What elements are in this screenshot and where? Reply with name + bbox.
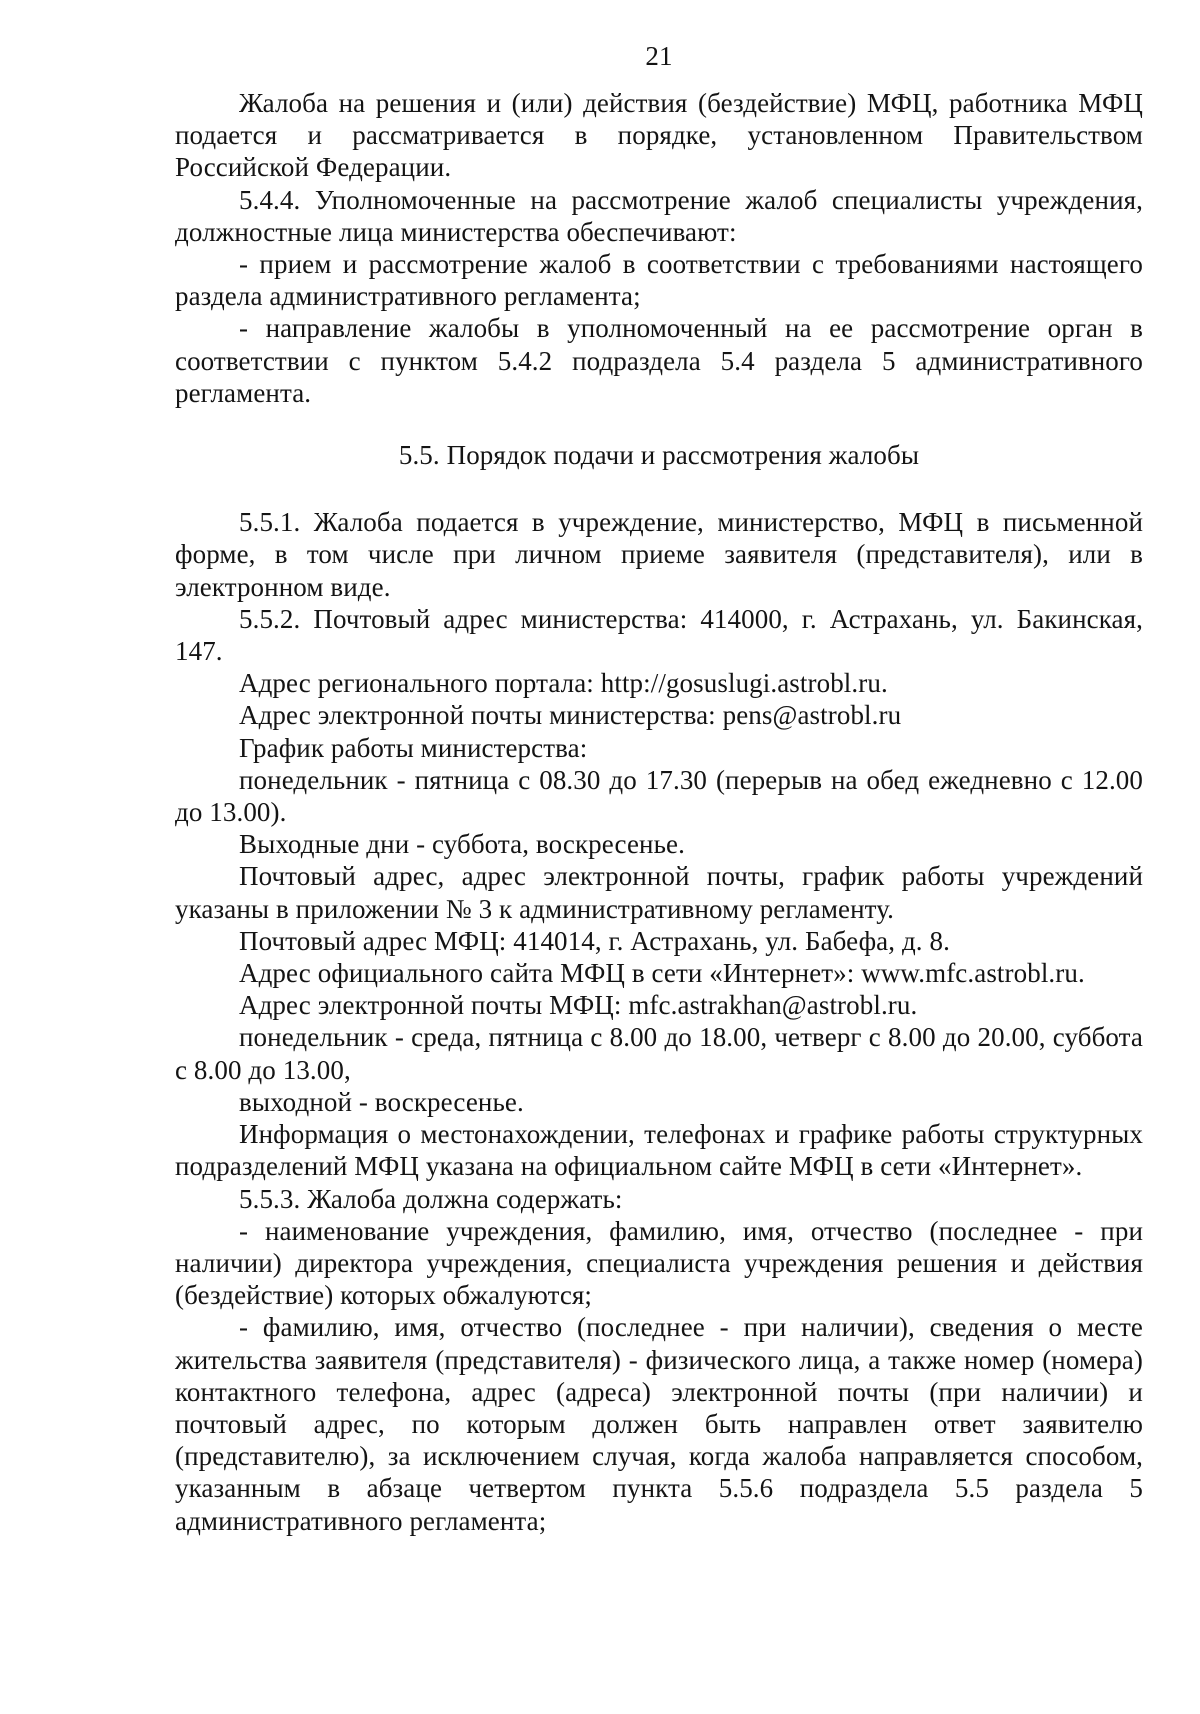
paragraph: Почтовый адрес МФЦ: 414014, г. Астрахань, ул. Бабефа, д. 8. <box>239 925 950 956</box>
paragraph: Жалоба на решения и (или) действия (бездействие) МФЦ, работника МФЦ подается и рассматривается в порядке, установленном Правительством Российской Федерации. <box>175 88 1143 183</box>
paragraph: - наименование учреждения, фамилию, имя, отчество (последнее - при наличии) директора учреждения, специалиста учреждения решения и действия (бездействие) которых обжалуются; <box>175 1215 1143 1311</box>
paragraph: - направление жалобы в уполномоченный на ее рассмотрение орган в соответствии с пунктом 5.4.2 подраздела 5.4 раздела 5 административного регламента. <box>175 313 1143 408</box>
paragraph: 5.5.3. Жалоба должна содержать: <box>239 1183 623 1214</box>
bottom-text-block <box>175 506 1143 1537</box>
paragraph: Адрес официального сайта МФЦ в сети «Интернет»: www.mfc.astrobl.ru. <box>239 958 1085 989</box>
paragraph: Информация о местонахождении, телефонах и графике работы структурных подразделений МФЦ указана на официальном сайте МФЦ в сети «Интернет». <box>175 1119 1143 1182</box>
top-text-block <box>175 87 1143 409</box>
paragraph: понедельник - пятница с 08.30 до 17.30 (перерыв на обед ежедневно с 12.00 до 13.00). <box>175 764 1143 828</box>
paragraph: 5.5.2. Почтовый адрес министерства: 414000, г. Астрахань, ул. Бакинская, 147. <box>175 603 1143 667</box>
paragraph: Адрес электронной почты МФЦ: mfc.astrakhan@astrobl.ru. <box>239 990 918 1021</box>
paragraph: Адрес электронной почты министерства: pens@astrobl.ru <box>239 700 902 731</box>
paragraph: выходной - воскресенье. <box>239 1086 524 1117</box>
document-page <box>175 40 1143 1537</box>
paragraph: 5.5.1. Жалоба подается в учреждение, министерство, МФЦ в письменной форме, в том числе при личном приеме заявителя (представителя), или в электронном виде. <box>175 507 1143 602</box>
paragraph: Адрес регионального портала: http://gosuslugi.astrobl.ru. <box>239 668 888 699</box>
paragraph: Выходные дни - суббота, воскресенье. <box>239 829 685 860</box>
paragraph: 5.4.4. Уполномоченные на рассмотрение жалоб специалисты учреждения, должностные лица министерства обеспечивают: <box>175 184 1143 247</box>
paragraph: График работы министерства: <box>239 732 588 763</box>
paragraph: - прием и рассмотрение жалоб в соответствии с требованиями настоящего раздела административного регламента; <box>175 249 1143 312</box>
page-number: 21 <box>645 41 673 71</box>
section-heading: 5.5. Порядок подачи и рассмотрения жалобы <box>398 440 920 471</box>
paragraph: Почтовый адрес, адрес электронной почты, график работы учреждений указаны в приложении № 3 к административному регламенту. <box>175 861 1143 924</box>
paragraph: понедельник - среда, пятница с 8.00 до 18.00, четверг с 8.00 до 20.00, суббота с 8.00 до 13.00, <box>175 1022 1143 1085</box>
paragraph: - фамилию, имя, отчество (последнее - при наличии), сведения о месте жительства заявителя (представителя) - физического лица, а также номер (номера) контактного телефона, адрес (адреса) электронной почты (при наличии) и почтовый адрес, по которым должен быть направлен ответ заявителю (представителю), за исключением случая, когда жалоба направляется способом, указанным в абзаце четвертом пункта 5.5.6 подраздела 5.5 раздела 5 административного регламента; <box>175 1312 1143 1536</box>
